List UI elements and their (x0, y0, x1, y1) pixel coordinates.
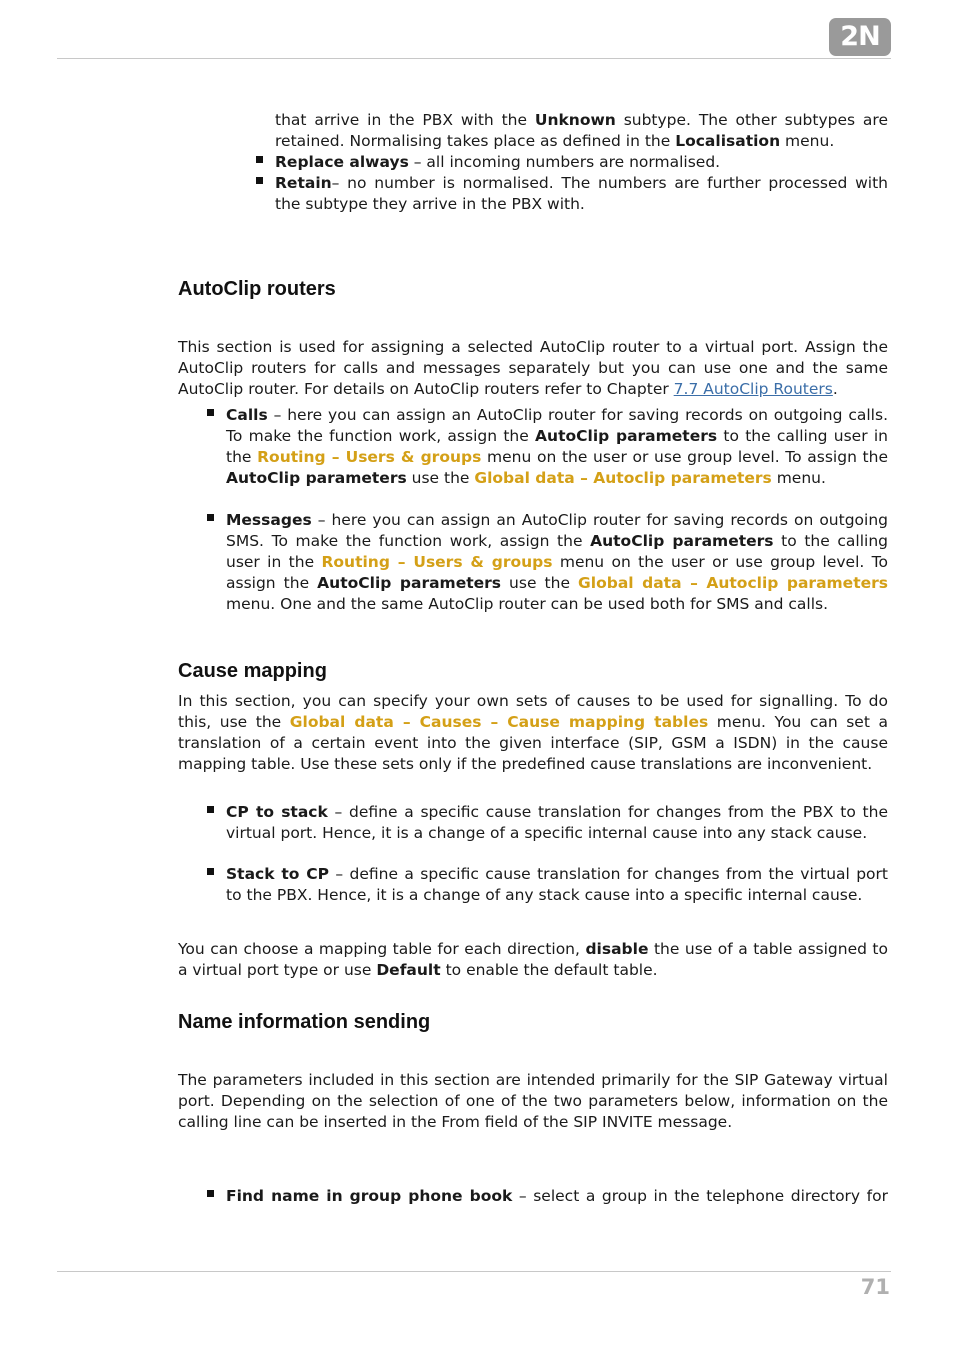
continued-paragraph: that arrive in the PBX with the Unknown subtype. The other subtypes are retained. Normalising takes place as defined in the Localisation menu. (275, 111, 888, 150)
header-divider (57, 58, 891, 59)
cause-outro-paragraph: You can choose a mapping table for each direction, disable the use of a table assigned to a virtual port type or use Default to enable the default table. (178, 940, 888, 979)
name-info-intro-paragraph: The parameters included in this section are intended primarily for the SIP Gateway virtual port. Depending on the selection of one of the two parameters below, information on the calling line can be inserted in the From field of the SIP INVITE message. (178, 1071, 888, 1131)
bullet-square (207, 868, 214, 875)
list-item-messages: Messages – here you can assign an AutoClip router for saving records on outgoing SMS. To make the function work, assign the AutoClip parameters to the calling user in the Routing – Users & groups menu on the user or use group level. To assign the AutoClip parameters use the Global data – Autoclip parameters menu. One and the same AutoClip router can be used both for SMS and calls. (226, 511, 889, 613)
section-heading-autoclip-routers: AutoClip routers (178, 278, 336, 300)
section-heading-name-information-sending: Name information sending (178, 1011, 431, 1033)
bullet-square (207, 409, 214, 416)
menu-path-global-autoclip: Global data – Autoclip parameters (474, 469, 772, 487)
bullet-square (256, 156, 263, 163)
section-heading-cause-mapping: Cause mapping (178, 660, 327, 682)
list-item-find-name: Find name in group phone book – select a group in the telephone directory for (226, 1187, 888, 1205)
list-item-calls: Calls – here you can assign an AutoClip router for saving records on outgoing calls. To make the function work, assign the AutoClip parameters to the calling user in the Routing – Users & groups menu on the user or use group level. To assign the AutoClip parameters use the Global data – Autoclip parameters menu. (226, 406, 888, 487)
bullet-square (256, 177, 263, 184)
cause-intro-paragraph: In this section, you can specify your own sets of causes to be used for signalling. To do this, use the Global data – Causes – Cause mapping tables menu. You can set a translation of a certain event into the given interface (SIP, GSM a ISDN) in the cause mapping table. Use these sets only if the predefined cause translations are inconvenient. (178, 692, 888, 773)
menu-path-global-autoclip: Global data – Autoclip parameters (578, 574, 888, 592)
list-item-cp-to-stack: CP to stack – define a specific cause translation for changes from the PBX to the virtual port. Hence, it is a change of a specific internal cause into any stack cause. (226, 803, 888, 842)
bullet-square (207, 806, 214, 813)
chapter-link-autoclip-routers[interactable]: 7.7 AutoClip Routers (673, 380, 833, 398)
bullet-square (207, 1190, 214, 1197)
page-number: 71 (860, 1275, 890, 1299)
list-item-replace-always: Replace always – all incoming numbers are normalised. (275, 153, 721, 171)
list-item-retain: Retain– no number is normalised. The numbers are further processed with the subtype they arrive in the PBX with. (275, 174, 888, 213)
menu-path-routing-users-groups: Routing – Users & groups (257, 448, 482, 466)
brand-logo: 2N (829, 18, 891, 56)
menu-path-cause-mapping-tables: Global data – Causes – Cause mapping tables (289, 713, 709, 731)
list-item-stack-to-cp: Stack to CP – define a specific cause translation for changes from the virtual port to the PBX. Hence, it is a change of any stack cause into a specific internal cause. (226, 865, 888, 904)
menu-path-routing-users-groups: Routing – Users & groups (321, 553, 553, 571)
bullet-square (207, 514, 214, 521)
footer-divider (57, 1271, 891, 1272)
autoclip-intro-paragraph: This section is used for assigning a selected AutoClip router to a virtual port. Assign the AutoClip routers for calls and messages separately but you can use one and the same AutoClip router. For details on AutoClip routers refer to Chapter 7.7 AutoClip Routers. (178, 338, 888, 398)
